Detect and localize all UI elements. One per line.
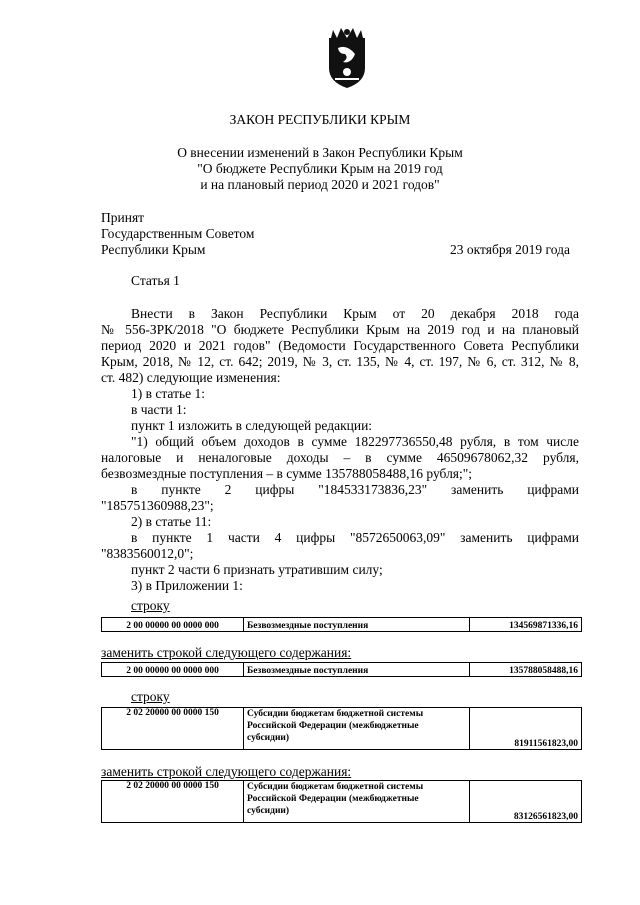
intro-line-3: период 2020 и 2021 годов" (Ведомости Государственного Совета Республики <box>101 338 579 353</box>
table-4-code: 2 02 20000 00 0000 150 <box>102 781 244 823</box>
item-10: в пункте 1 части 4 цифры "8572650063,09" заменить цифрами <box>131 530 579 545</box>
item-11: "8383560012,0"; <box>101 546 194 561</box>
table-2-name: Безвозмездные поступления <box>244 663 470 677</box>
subtitle-line-2: "О бюджете Республики Крым на 2019 год <box>197 161 443 176</box>
item-2: в части 1: <box>131 402 187 417</box>
item-6: безвозмездные поступления – в сумме 135788058488,16 рубля;"; <box>101 466 473 481</box>
table-2-amount: 135788058488,16 <box>470 663 582 677</box>
item-8: "185751360988,23"; <box>101 498 214 513</box>
row-label-2: строку <box>131 689 170 704</box>
intro-line-4: Крым, 2018, № 12, ст. 642; 2019, № 3, ст. 135, № 4, ст. 197, № 6, ст. 312, № 8, <box>101 354 579 369</box>
item-5: налоговые и неналоговые доходы – в сумме 46509678062,32 рубля, <box>101 450 579 465</box>
table-3-name-line-2: Российской Федерации (межбюджетные <box>247 721 419 731</box>
item-4: "1) общий объем доходов в сумме 182297736550,48 рубля, в том числе <box>131 434 579 449</box>
adoption-date: 23 октября 2019 года <box>450 242 570 257</box>
replace-label-2: заменить строкой следующего содержания: <box>101 764 352 779</box>
table-3-name-line-1: Субсидии бюджетам бюджетной системы <box>247 709 424 719</box>
adopted-line-1: Принят <box>101 210 145 225</box>
replace-label-1: заменить строкой следующего содержания: <box>101 645 352 660</box>
subtitle-line-1: О внесении изменений в Закон Республики Крым <box>177 145 463 160</box>
row-label-1: строку <box>131 598 170 613</box>
adopted-line-3: Республики Крым <box>101 242 206 257</box>
table-3-amount: 81911561823,00 <box>470 708 582 750</box>
item-3: пункт 1 изложить в следующей редакции: <box>131 418 373 433</box>
table-2-code: 2 00 00000 00 0000 000 <box>102 663 244 677</box>
item-7: в пункте 2 цифры "184533173836,23" заменить цифрами <box>131 482 579 497</box>
table-4-amount: 83126561823,00 <box>470 781 582 823</box>
table-1-amount: 134569871336,16 <box>470 618 582 632</box>
table-1-name: Безвозмездные поступления <box>244 618 470 632</box>
item-12: пункт 2 части 6 признать утратившим силу; <box>131 562 383 577</box>
intro-line-5: ст. 482) следующие изменения: <box>101 370 281 385</box>
table-1-code: 2 00 00000 00 0000 000 <box>102 618 244 632</box>
subtitle-line-3: и на плановый период 2020 и 2021 годов" <box>200 177 440 192</box>
article-heading: Статья 1 <box>131 273 180 288</box>
budget-row-table-1 <box>101 617 582 632</box>
table-4-name-line-2: Российской Федерации (межбюджетные <box>247 794 419 804</box>
table-4-name-line-1: Субсидии бюджетам бюджетной системы <box>247 782 424 792</box>
budget-row-table-4 <box>101 780 582 823</box>
item-9: 2) в статье 11: <box>131 514 212 529</box>
item-13: 3) в Приложении 1: <box>131 578 243 593</box>
table-3-name-line-3: субсидии) <box>247 733 290 743</box>
table-3-code: 2 02 20000 00 0000 150 <box>102 708 244 750</box>
table-4-name <box>244 781 470 823</box>
adopted-line-2: Государственным Советом <box>101 226 255 241</box>
table-4-name-line-3: субсидии) <box>247 806 290 816</box>
budget-row-table-2 <box>101 662 582 677</box>
table-3-name <box>244 708 470 750</box>
intro-line-1: Внести в Закон Республики Крым от 20 декабря 2018 года <box>131 306 579 321</box>
intro-line-2: № 556-ЗРК/2018 "О бюджете Республики Крым на 2019 год и на плановый <box>101 322 579 337</box>
item-1: 1) в статье 1: <box>131 386 205 401</box>
budget-row-table-3 <box>101 707 582 750</box>
crimea-coat-of-arms-icon <box>325 24 369 90</box>
law-title: ЗАКОН РЕСПУБЛИКИ КРЫМ <box>229 112 411 127</box>
